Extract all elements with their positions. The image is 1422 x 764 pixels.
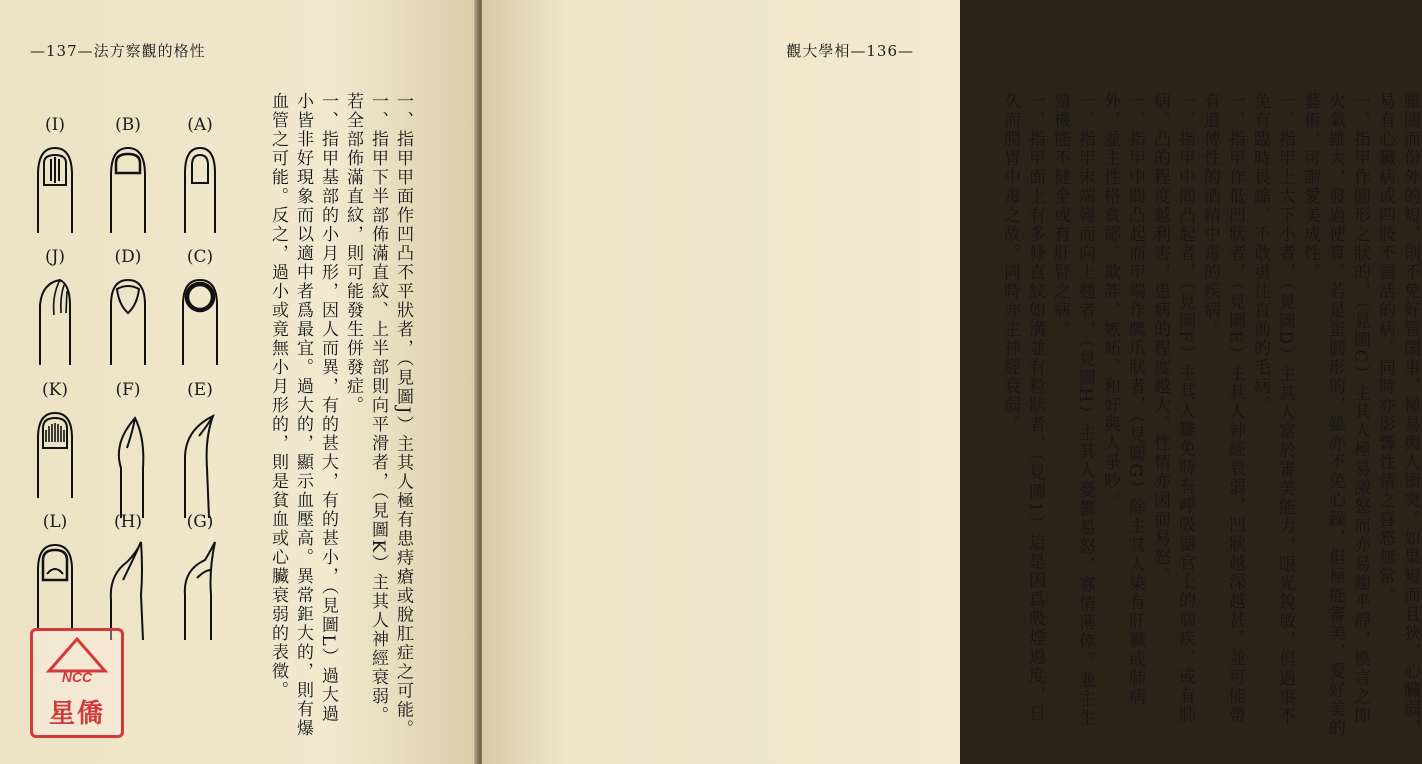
left-page-body <box>255 92 415 742</box>
right-page-body <box>1000 92 1422 742</box>
paragraph: 一、指甲末端彎而向上翹者，（見圖H）主其人憂鬱易怒，寡情薄倖。並主生殖機能不健全或有肝腎之病。 <box>1050 92 1095 728</box>
paragraph: 一、指甲基部的小月形，因人而異，有的甚大，有的甚小，（見圖L）過大過小皆非好現象而以適中者爲最宜。過大的，顯示血壓高。異常鉅大的，則有爆血管之可能。反之，過小或竟無小月形的，則是貧血或心臟衰弱的表徵。 <box>268 92 338 738</box>
figure-label: (B) <box>115 115 141 135</box>
triangle-logo-icon <box>47 637 107 673</box>
fingernail-small-moon-icon <box>30 540 80 630</box>
figure-label: (A) <box>187 115 213 135</box>
figure-label: (G) <box>186 512 214 532</box>
fingernail-curled-up-icon <box>175 540 225 640</box>
stamp-name: 星僑 <box>48 699 105 729</box>
stamp-brand: NCC <box>61 669 93 685</box>
left-page <box>0 0 478 764</box>
paragraph: 雖闊而份外的短，則不免好管閑事，極易與人衝突。如果短而且狹，心臟弱，易有心臟病或四肢不靈活的病。同時亦影響性情之喜怒無常。 <box>1375 92 1420 738</box>
figure-label: (K) <box>42 380 68 400</box>
fingernail-concave-icon <box>103 275 153 365</box>
right-page <box>482 0 1420 764</box>
paragraph: 一、指甲作圓形之狀的，（見圖C）主其人極易激怒而亦易趨平靜，換言之即火氣雖大，發過便算。若是蛋圓形的，雖亦不免心躁，但極能審美，愛好美的藝術，可謂愛美成性。 <box>1300 92 1370 738</box>
paragraph: 一、指甲中間凸起者，（見圖F）主其人難免時有呼吸器官上的痼疾，或有肺病。凸的程度越利害，患病的程度越大。性情亦因而易怒。 <box>1150 92 1195 725</box>
figure-label: (L) <box>42 512 68 532</box>
paragraph: 一、指甲上大下小者，（見圖D）主其人富於審美能力，眼光銳敏，但遇事不免有臨時畏縮，不敢勇往直前的毛病。 <box>1250 92 1295 727</box>
paragraph: 一、指甲面上有多條直紋如溝並有粒狀者，（見圖1）這是因爲吸煙過度，日久而腸胃中毒之故。同時亦主神經衰弱。 <box>1000 92 1045 724</box>
figure-label: (E) <box>187 380 213 400</box>
figure-label: (H) <box>113 512 143 532</box>
fingernail-pointed-curl-icon <box>103 540 153 640</box>
fingernail-narrow-tip-icon <box>175 143 225 233</box>
paragraph: 一、指甲甲面作凹凸不平狀者，（見圖J）主其人極有患痔瘡或脫肛症之可能。 <box>393 92 413 739</box>
figure-label: (F) <box>115 380 141 400</box>
fingernail-ridged-icon <box>30 143 80 233</box>
paragraph: 一、指甲下半部佈滿直紋、上半部則向平滑者，（見圖K）主其人神經衰弱。若全部佈滿直紋，則可能發生併發症。 <box>343 92 388 726</box>
figure-label: (J) <box>44 247 66 267</box>
figure-label: (D) <box>114 247 142 267</box>
fingernail-vertical-lines-icon <box>30 275 80 365</box>
fingernail-claw-icon <box>103 408 153 518</box>
right-page-header: 觀大學相—136— <box>786 42 914 60</box>
fingernail-dark-round-icon <box>175 275 225 365</box>
figure-label: (C) <box>186 247 214 267</box>
paragraph: 一、指甲中間凸起而甲端作鷹爪狀者，（見圖G）除主其人染有肝臟或肺病外，並主性格貪鄙、欺詐、嫉妬、和好與人爭吵。 <box>1100 92 1145 708</box>
fingernail-hooked-icon <box>175 408 225 518</box>
figure-label: (I) <box>45 115 65 135</box>
fingernail-rounded-icon <box>103 143 153 233</box>
fingernail-full-moon-icon <box>30 408 80 498</box>
paragraph: 一、指甲作低凹狀者，（見圖E）主其人神經衰弱，凹狀越深越甚。並可能帶有遺傳性的酒精中毒的疾病。 <box>1200 92 1245 725</box>
watermark-stamp <box>30 628 124 738</box>
left-page-header: —137—法方察觀的格性 <box>30 42 206 60</box>
